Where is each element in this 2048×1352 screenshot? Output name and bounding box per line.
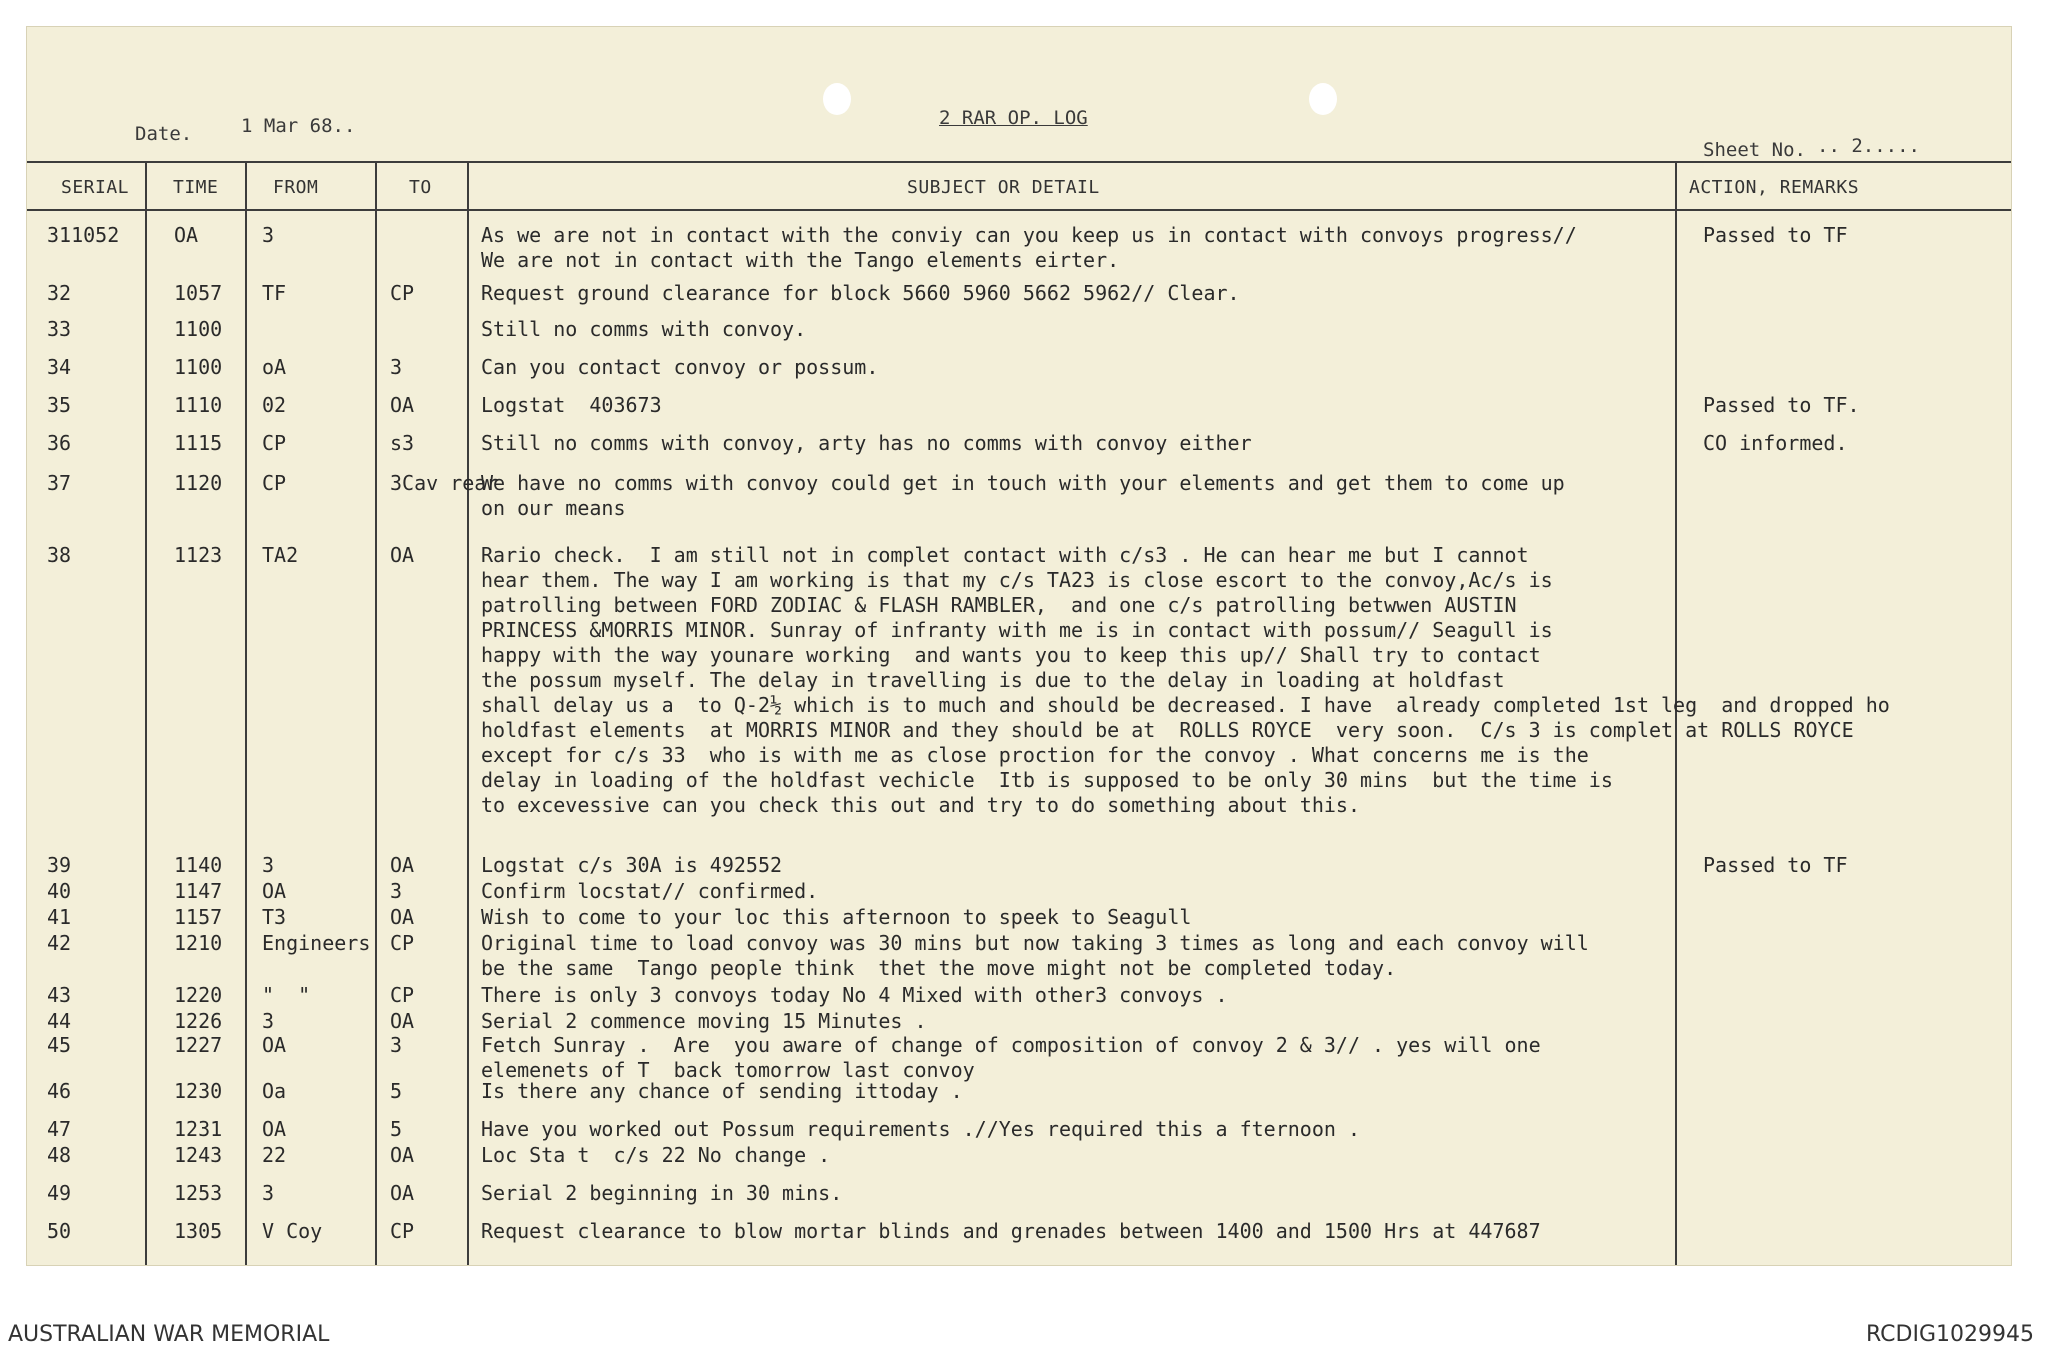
row-from: 3 xyxy=(262,853,275,877)
row-time: 1253 xyxy=(174,1181,223,1205)
row-subject: Serial 2 commence moving 15 Minutes . xyxy=(481,1009,927,1033)
row-to: CP xyxy=(390,281,415,305)
column-header-subject: SUBJECT OR DETAIL xyxy=(907,177,1100,198)
row-time: 1157 xyxy=(174,905,223,929)
row-from: 3 xyxy=(262,1181,275,1205)
row-to: 3Cav rear xyxy=(390,471,499,495)
punch-hole-left xyxy=(823,83,851,115)
row-subject: Still no comms with convoy, arty has no comms with convoy either xyxy=(481,431,1252,455)
row-from: " " xyxy=(262,983,311,1007)
row-subject: Rario check. I am still not in complet contact with c/s3 . He can hear me but I cannot hear them. The way I am working is that my c/s TA23 is close escort to the convoy,Ac/s is patrolling between FORD ZODIAC & FLASH RAMBLER, and one c/s patrolling betwwen AUSTIN PRINCESS &MORRIS MINOR. Sunray of infranty with me is in contact with possum// Seagull is happy with the way younare working and wants you to keep this up// Shall try to contact the possum myself. The delay in travelling is due to the delay in loading at holdfast shall delay us a to Q-2½ which is to much and should be decreased. I have already completed 1st leg and dropped ho holdfast elements at MORRIS MINOR and they should be at ROLLS ROYCE very soon. C/s 3 is complet at ROLLS ROYCE except for c/s 33 who is with me as close proction for the convoy . What concerns me is the delay in loading of the holdfast vechicle Itb is supposed to be only 30 mins but the time is to excevessive can you check this out and try to do something about this. xyxy=(481,543,1890,817)
row-serial: 42 xyxy=(47,931,72,955)
row-time: 1110 xyxy=(174,393,223,417)
footer-archive-name: AUSTRALIAN WAR MEMORIAL xyxy=(8,1322,330,1347)
column-header-action: ACTION, REMARKS xyxy=(1689,177,1860,198)
sheet-number-label: Sheet No. xyxy=(1703,139,1806,161)
row-time: 1057 xyxy=(174,281,223,305)
row-subject: As we are not in contact with the conviy can you keep us in contact with convoys progress// We are not in contact with the Tango elements eirter. xyxy=(481,223,1577,272)
sheet-number-value: .. 2..... xyxy=(1817,135,1920,157)
table-header-rule xyxy=(27,209,2012,211)
row-time: 1230 xyxy=(174,1079,223,1103)
row-to: CP xyxy=(390,983,415,1007)
row-from: OA xyxy=(262,879,287,903)
row-serial: 40 xyxy=(47,879,72,903)
row-to: 3 xyxy=(390,1033,403,1057)
row-to: CP xyxy=(390,931,415,955)
row-subject: Loc Sta t c/s 22 No change . xyxy=(481,1143,831,1167)
row-from: 02 xyxy=(262,393,287,417)
row-from: CP xyxy=(262,431,287,455)
row-to: OA xyxy=(390,905,415,929)
row-serial: 36 xyxy=(47,431,72,455)
row-to: OA xyxy=(390,853,415,877)
row-serial: 45 xyxy=(47,1033,72,1057)
row-subject: Have you worked out Possum requirements .//Yes required this a fternoon . xyxy=(481,1117,1360,1141)
row-action: Passed to TF xyxy=(1703,223,1848,247)
row-subject: Confirm locstat// confirmed. xyxy=(481,879,819,903)
row-time: 1226 xyxy=(174,1009,223,1033)
row-subject: Logstat 403673 xyxy=(481,393,662,417)
column-header-to: TO xyxy=(409,177,432,198)
row-from: CP xyxy=(262,471,287,495)
row-to: 5 xyxy=(390,1117,403,1141)
row-serial: 47 xyxy=(47,1117,72,1141)
row-serial: 33 xyxy=(47,317,72,341)
row-subject: We have no comms with convoy could get in touch with your elements and get them to come up on our means xyxy=(481,471,1565,520)
log-sheet xyxy=(26,26,2012,1266)
row-time: 1115 xyxy=(174,431,223,455)
row-action: Passed to TF. xyxy=(1703,393,1860,417)
row-time: 1305 xyxy=(174,1219,223,1243)
row-serial: 43 xyxy=(47,983,72,1007)
row-time: 1147 xyxy=(174,879,223,903)
punch-hole-right xyxy=(1309,83,1337,115)
row-time: 1227 xyxy=(174,1033,223,1057)
footer-archive-id: RCDIG1029945 xyxy=(1865,1322,2034,1347)
column-header-from: FROM xyxy=(273,177,319,198)
row-to: OA xyxy=(390,1143,415,1167)
row-subject: Can you contact convoy or possum. xyxy=(481,355,879,379)
row-from: Engineers xyxy=(262,931,371,955)
row-serial: 48 xyxy=(47,1143,72,1167)
row-time: 1100 xyxy=(174,355,223,379)
row-time: 1140 xyxy=(174,853,223,877)
row-from: 3 xyxy=(262,1009,275,1033)
row-from: 22 xyxy=(262,1143,287,1167)
row-serial: 32 xyxy=(47,281,72,305)
row-to: OA xyxy=(390,1009,415,1033)
row-from: TA2 xyxy=(262,543,299,567)
row-serial: 44 xyxy=(47,1009,72,1033)
row-subject: Fetch Sunray . Are you aware of change of composition of convoy 2 & 3// . yes will one elemenets of T back tomorrow last convoy xyxy=(481,1033,1541,1082)
row-to: s3 xyxy=(390,431,415,455)
row-to: 3 xyxy=(390,879,403,903)
row-action: Passed to TF xyxy=(1703,853,1848,877)
row-subject: Request clearance to blow mortar blinds and grenades between 1400 and 1500 Hrs at 447687 xyxy=(481,1219,1541,1243)
row-from: T3 xyxy=(262,905,287,929)
row-to: CP xyxy=(390,1219,415,1243)
row-time: OA xyxy=(174,223,199,247)
row-serial: 37 xyxy=(47,471,72,495)
row-subject: Request ground clearance for block 5660 5960 5662 5962// Clear. xyxy=(481,281,1240,305)
row-time: 1123 xyxy=(174,543,223,567)
row-to: OA xyxy=(390,543,415,567)
row-time: 1120 xyxy=(174,471,223,495)
date-value: 1 Mar 68.. xyxy=(241,115,356,137)
row-serial: 50 xyxy=(47,1219,72,1243)
date-label: Date. xyxy=(135,123,193,145)
row-action: CO informed. xyxy=(1703,431,1848,455)
table-top-rule xyxy=(27,161,2012,163)
row-subject: There is only 3 convoys today No 4 Mixed with other3 convoys . xyxy=(481,983,1228,1007)
row-from: oA xyxy=(262,355,287,379)
row-serial: 34 xyxy=(47,355,72,379)
row-from: Oa xyxy=(262,1079,287,1103)
row-serial: 38 xyxy=(47,543,72,567)
row-subject: Serial 2 beginning in 30 mins. xyxy=(481,1181,843,1205)
row-subject: Is there any chance of sending ittoday . xyxy=(481,1079,963,1103)
row-subject: Original time to load convoy was 30 mins but now taking 3 times as long and each convoy will be the same Tango people think thet the move might not be completed today. xyxy=(481,931,1589,980)
row-from: OA xyxy=(262,1033,287,1057)
row-from: TF xyxy=(262,281,287,305)
row-serial: 39 xyxy=(47,853,72,877)
row-time: 1100 xyxy=(174,317,223,341)
column-divider xyxy=(375,161,377,1266)
row-to: OA xyxy=(390,1181,415,1205)
row-serial: 46 xyxy=(47,1079,72,1103)
row-to: OA xyxy=(390,393,415,417)
page-title: 2 RAR OP. LOG xyxy=(939,107,1088,129)
row-to: 3 xyxy=(390,355,403,379)
column-header-time: TIME xyxy=(173,177,219,198)
row-serial: 311052 xyxy=(47,223,120,247)
row-subject: Wish to come to your loc this afternoon to speek to Seagull xyxy=(481,905,1192,929)
column-header-serial: SERIAL xyxy=(61,177,130,198)
row-from: V Coy xyxy=(262,1219,323,1243)
row-subject: Still no comms with convoy. xyxy=(481,317,807,341)
row-serial: 49 xyxy=(47,1181,72,1205)
row-time: 1210 xyxy=(174,931,223,955)
row-from: 3 xyxy=(262,223,275,247)
row-time: 1220 xyxy=(174,983,223,1007)
row-from: OA xyxy=(262,1117,287,1141)
row-time: 1231 xyxy=(174,1117,223,1141)
row-serial: 41 xyxy=(47,905,72,929)
row-subject: Logstat c/s 30A is 492552 xyxy=(481,853,783,877)
row-time: 1243 xyxy=(174,1143,223,1167)
row-serial: 35 xyxy=(47,393,72,417)
row-to: 5 xyxy=(390,1079,403,1103)
